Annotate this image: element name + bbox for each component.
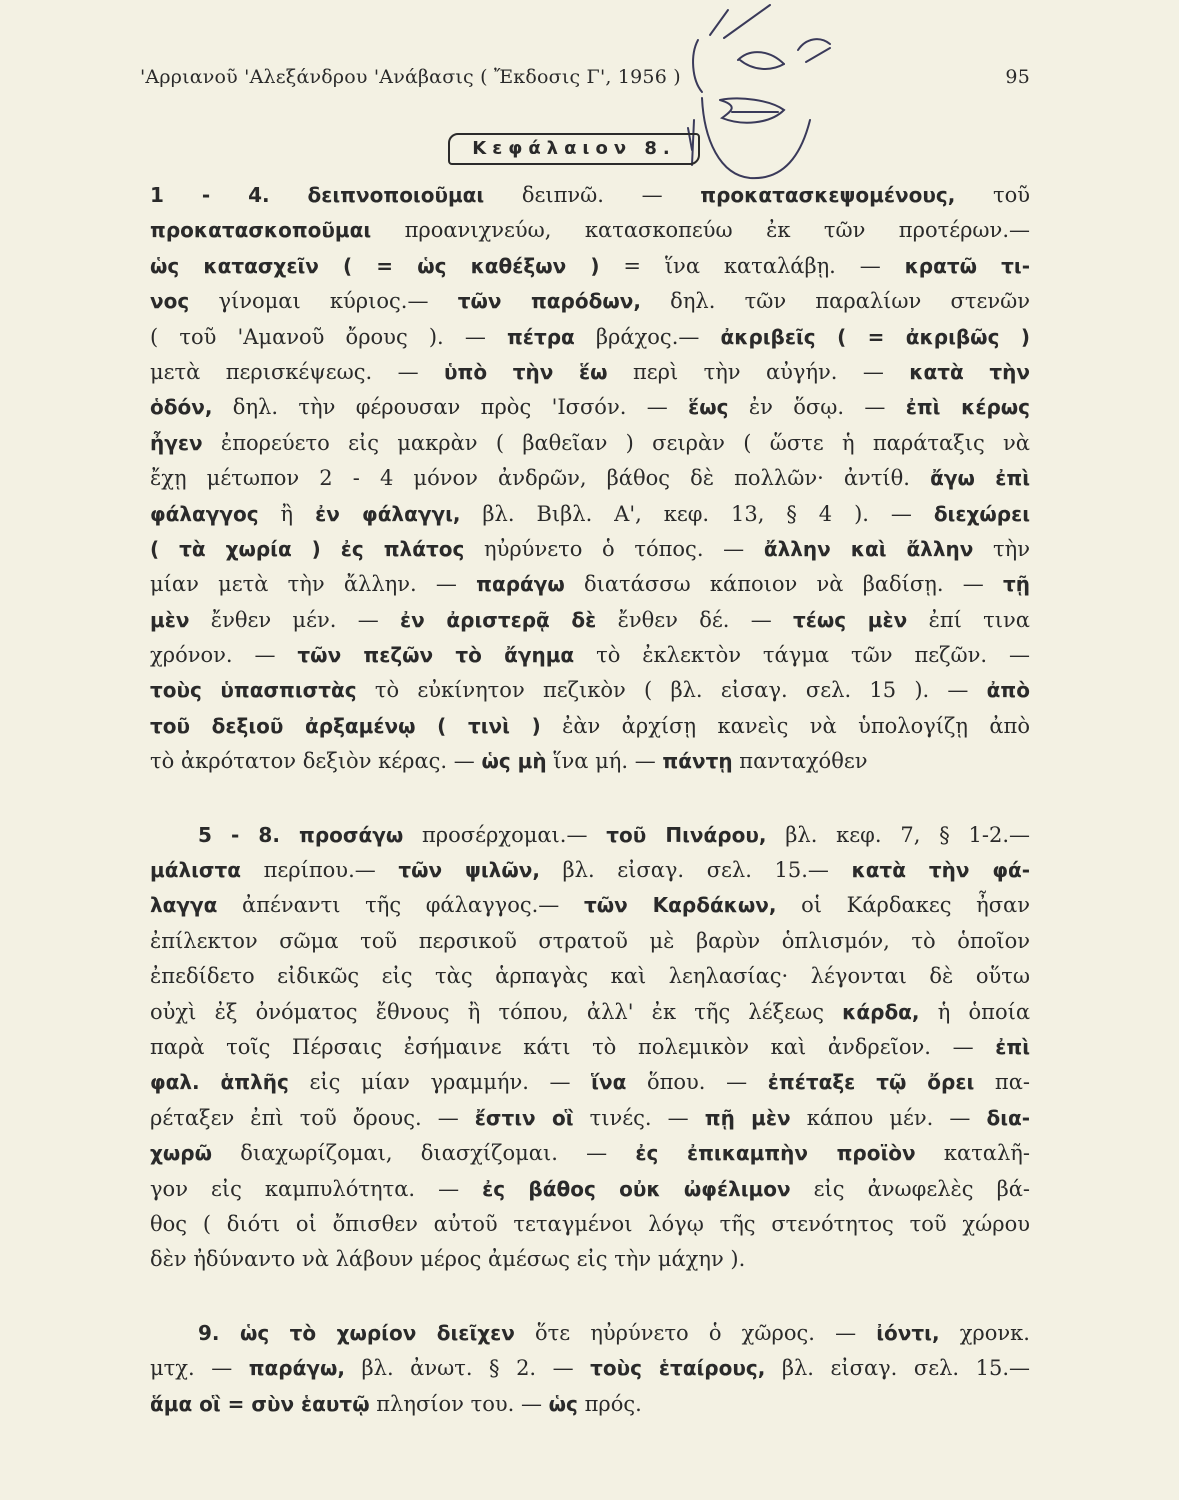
lemma-term: ὁδόν, bbox=[150, 395, 213, 420]
lemma-term: τῶν Καρδάκων, bbox=[583, 893, 777, 918]
gloss-text: χρόνον. — bbox=[150, 643, 298, 668]
gloss-text: τὸ εὐκίνητον πεζικὸν ( βλ. εἰσαγ. σελ. 15 ). — bbox=[356, 678, 987, 703]
gloss-text: διατάσσω κάποιον νὰ βαδίσῃ. — bbox=[564, 572, 1003, 597]
lemma-term: προκατασκεψομένους, bbox=[700, 183, 956, 207]
handwritten-annotation bbox=[680, 0, 880, 200]
gloss-text: προσέρχομαι.— bbox=[403, 822, 607, 847]
pen-stroke bbox=[702, 98, 810, 178]
lemma-term: ἐπὶ κέρως bbox=[905, 395, 1031, 420]
gloss-text: ἔνθεν δέ. — bbox=[596, 607, 794, 632]
lemma-term: ὡς κατασχεῖν ( = ὡς καθέξων ) bbox=[150, 253, 600, 278]
lemma-term: ἐπὶ bbox=[995, 1034, 1030, 1059]
text-line bbox=[150, 567, 1030, 602]
gloss-text: βλ. ἀνωτ. § 2. — bbox=[344, 1356, 591, 1381]
lemma-term: δια- bbox=[986, 1105, 1031, 1130]
lemma-term: κατὰ τὴν φά- bbox=[851, 858, 1031, 883]
gloss-text: ρέταξεν ἐπὶ τοῦ ὄρους. — bbox=[150, 1105, 475, 1130]
gloss-text: = ἵνα καταλάβῃ. — bbox=[599, 253, 905, 278]
lemma-term: διεχώρει bbox=[933, 501, 1031, 526]
text-line bbox=[150, 532, 1030, 567]
gloss-text: μετὰ περισκέψεως. — bbox=[150, 359, 444, 384]
pen-stroke bbox=[798, 39, 830, 50]
commentary-paragraph bbox=[150, 818, 1030, 1278]
lemma-term: παράγω, bbox=[248, 1356, 345, 1381]
gloss-text: ἡ ὁποία bbox=[919, 999, 1031, 1024]
lemma-term: τῶν πεζῶν τὸ ἄγημα bbox=[297, 643, 575, 668]
lemma-term: ἀπὸ bbox=[986, 678, 1030, 703]
lemma-term: λαγγα bbox=[150, 893, 218, 918]
gloss-text: εἰς ἀνωφελὲς βά- bbox=[790, 1176, 1031, 1201]
page-number: 95 bbox=[1005, 66, 1030, 88]
text-line bbox=[150, 497, 1030, 532]
gloss-text: ( τοῦ 'Αμανοῦ ὄρους ). — bbox=[150, 324, 507, 349]
gloss-text: ἐὰν ἀρχίσῃ κανεὶς νὰ ὑπολογίζῃ ἀπὸ bbox=[540, 713, 1030, 738]
lemma-term: ἄλλην καὶ ἄλλην bbox=[763, 536, 974, 561]
text-line bbox=[150, 924, 1030, 959]
running-head bbox=[140, 66, 1030, 96]
gloss-text: πανταχόθεν bbox=[732, 749, 868, 774]
gloss-text: καταλῆ- bbox=[915, 1141, 1030, 1166]
lemma-term: τοὺς ἑταίρους, bbox=[590, 1356, 766, 1381]
paragraph-gap bbox=[150, 780, 1030, 818]
lemma-term: κάρδα, bbox=[842, 999, 920, 1024]
pen-stroke bbox=[720, 98, 784, 122]
text-line bbox=[150, 178, 1030, 213]
gloss-text: οὐχὶ ἐξ ὀνόματος ἔθνους ἢ τόπου, ἀλλ' ἐκ τῆς λέξεως bbox=[150, 999, 843, 1024]
text-line bbox=[150, 213, 1030, 248]
gloss-text: διαχωρίζομαι, διασχίζομαι. — bbox=[211, 1141, 636, 1166]
gloss-text: εἰς μίαν γραμμήν. — bbox=[288, 1070, 592, 1095]
gloss-text: ὅπου. — bbox=[626, 1070, 768, 1095]
lemma-term: μάλιστα bbox=[150, 858, 241, 883]
commentary-text bbox=[150, 178, 1030, 1422]
text-line bbox=[150, 959, 1030, 994]
text-line bbox=[150, 461, 1030, 496]
gloss-text: ἐπορεύετο εἰς μακρὰν ( βαθεῖαν ) σειρὰν ( ὥστε ἡ παράταξις νὰ bbox=[202, 430, 1030, 455]
commentary-paragraph bbox=[150, 178, 1030, 780]
text-line bbox=[150, 1387, 1030, 1422]
lemma-term: ἐς βάθος οὐκ ὠφέλιμον bbox=[482, 1176, 791, 1201]
lemma-term: ὡς μὴ bbox=[481, 749, 547, 774]
gloss-text: ἐπίλεκτον σῶμα τοῦ περσικοῦ στρατοῦ μὲ βαρὺν ὁπλισμόν, τὸ ὁποῖον bbox=[150, 928, 1030, 953]
lemma-term: ἵνα bbox=[591, 1070, 627, 1095]
gloss-text: ἐπεδίδετο εἰδικῶς εἰς τὰς ἁρπαγὰς καὶ λεηλασίας· λέγονται δὲ οὕτω bbox=[150, 964, 1030, 989]
lemma-term: τῇ bbox=[1002, 572, 1030, 597]
lemma-term: μὲν bbox=[150, 607, 190, 632]
gloss-text: ὅτε ηὐρύνετο ὁ χῶρος. — bbox=[514, 1320, 877, 1345]
lemma-term: ὡς bbox=[548, 1391, 578, 1416]
gloss-text: τὴν bbox=[973, 536, 1031, 561]
gloss-text: τινές. — bbox=[573, 1105, 705, 1130]
pen-stroke bbox=[806, 48, 830, 62]
text-line bbox=[150, 995, 1030, 1030]
lemma-term: πέτρα bbox=[506, 324, 575, 349]
lemma-term: 5 - 8. προσάγω bbox=[198, 822, 404, 847]
text-line bbox=[150, 390, 1030, 425]
text-line bbox=[150, 673, 1030, 708]
gloss-text: τοῦ bbox=[955, 183, 1030, 207]
gloss-text: κάπου μέν. — bbox=[790, 1105, 987, 1130]
gloss-text: δηλ. τῶν παραλίων στενῶν bbox=[640, 289, 1030, 314]
lemma-term: ἀκριβεῖς ( = ἀκριβῶς ) bbox=[720, 324, 1030, 349]
text-line bbox=[150, 1316, 1030, 1351]
text-line bbox=[150, 603, 1030, 638]
pen-stroke bbox=[738, 52, 784, 64]
lemma-term: τοὺς ὑπασπιστὰς bbox=[150, 678, 357, 703]
text-line bbox=[150, 1030, 1030, 1065]
lemma-term: ἰόντι, bbox=[876, 1320, 940, 1345]
chapter-heading: Κεφάλαιον 8. bbox=[448, 133, 700, 165]
lemma-term: τῶν ψιλῶν, bbox=[398, 858, 540, 883]
text-line bbox=[150, 284, 1030, 319]
text-line bbox=[150, 1351, 1030, 1386]
gloss-text: περὶ τὴν αὐγήν. — bbox=[607, 359, 910, 384]
lemma-term: τοῦ Πινάρου, bbox=[606, 822, 767, 847]
text-line bbox=[150, 709, 1030, 744]
gloss-text: θος ( διότι οἱ ὄπισθεν αὐτοῦ τεταγμένοι λόγῳ τῆς στενότητος τοῦ χώρου bbox=[150, 1211, 1030, 1236]
gloss-text: μτχ. — bbox=[150, 1356, 249, 1381]
gloss-text: πλησίον του. — bbox=[369, 1391, 549, 1416]
text-line bbox=[150, 249, 1030, 284]
gloss-text: παρὰ τοῖς Πέρσαις ἐσήμαινε κάτι τὸ πολεμικὸν καὶ ἀνδρεῖον. — bbox=[150, 1034, 996, 1059]
running-head-title: 'Αρριανοῦ 'Αλεξάνδρου 'Ανάβασις ( Ἔκδοσις Γ', 1956 ) bbox=[140, 66, 681, 88]
gloss-text: βλ. κεφ. 7, § 1-2.— bbox=[766, 822, 1030, 847]
gloss-text: δηλ. τὴν φέρουσαν πρὸς 'Ισσόν. — bbox=[212, 395, 689, 420]
gloss-text: δὲν ἠδύναντο νὰ λάβουν μέρος ἀμέσως εἰς τὴν μάχην ). bbox=[150, 1247, 746, 1272]
lemma-term: ἐν φάλαγγι, bbox=[315, 501, 461, 526]
gloss-text: βλ. εἰσαγ. σελ. 15.— bbox=[539, 858, 852, 883]
lemma-term: χωρῶ bbox=[150, 1141, 212, 1166]
text-line bbox=[150, 744, 1030, 779]
paragraph-gap bbox=[150, 1278, 1030, 1316]
gloss-text: τὸ ἐκλεκτὸν τάγμα τῶν πεζῶν. — bbox=[574, 643, 1030, 668]
lemma-term: ὑπὸ τὴν ἕω bbox=[444, 359, 608, 384]
lemma-term: κατὰ τὴν bbox=[909, 359, 1031, 384]
gloss-text: βράχος.— bbox=[574, 324, 721, 349]
lemma-term: ἄγω ἐπὶ bbox=[930, 466, 1031, 491]
lemma-term: προκατασκοποῦμαι bbox=[150, 218, 372, 243]
text-line bbox=[150, 426, 1030, 461]
lemma-term: τέως μὲν bbox=[793, 607, 908, 632]
gloss-text: ἐν ὅσῳ. — bbox=[728, 395, 906, 420]
lemma-term: ἐς ἐπικαμπὴν προϊὸν bbox=[635, 1141, 916, 1166]
gloss-text: δειπνῶ. — bbox=[484, 183, 701, 207]
gloss-text: γον εἰς καμπυλότητα. — bbox=[150, 1176, 483, 1201]
gloss-text: χρονκ. bbox=[939, 1320, 1030, 1345]
text-line bbox=[150, 1101, 1030, 1136]
lemma-term: ἦγεν bbox=[150, 430, 203, 455]
gloss-text: οἱ Κάρδακες ἦσαν bbox=[776, 893, 1030, 918]
gloss-text: πρός. bbox=[577, 1391, 642, 1416]
gloss-text: προανιχνεύω, κατασκοπεύω ἐκ τῶν προτέρων.— bbox=[371, 218, 1030, 243]
lemma-term: ἕως bbox=[688, 395, 729, 420]
lemma-term: τοῦ δεξιοῦ ἀρξαμένῳ ( τινὶ ) bbox=[150, 713, 541, 738]
text-line bbox=[150, 1136, 1030, 1171]
lemma-term: ἅμα οἳ = σὺν ἑαυτῷ bbox=[150, 1391, 370, 1416]
text-line bbox=[150, 853, 1030, 888]
gloss-text: περίπου.— bbox=[241, 858, 399, 883]
gloss-text: ἔχῃ μέτωπον 2 - 4 μόνον ἀνδρῶν, βάθος δὲ πολλῶν· ἀντίθ. bbox=[150, 466, 931, 491]
gloss-text: βλ. εἰσαγ. σελ. 15.— bbox=[765, 1356, 1031, 1381]
gloss-text: ἔνθεν μέν. — bbox=[189, 607, 401, 632]
gloss-text: ἐπί τινα bbox=[907, 607, 1030, 632]
commentary-paragraph bbox=[150, 1316, 1030, 1422]
text-line bbox=[150, 1242, 1030, 1277]
lemma-term: ἐν ἀριστερᾷ δὲ bbox=[400, 607, 597, 632]
gloss-text: ηὐρύνετο ὁ τόπος. — bbox=[464, 536, 764, 561]
gloss-text: γίνομαι κύριος.— bbox=[189, 289, 458, 314]
gloss-text: τὸ ἀκρότατον δεξιὸν κέρας. — bbox=[150, 749, 482, 774]
gloss-text: βλ. Βιβλ. Α', κεφ. 13, § 4 ). — bbox=[460, 501, 934, 526]
lemma-term: φαλ. ἁπλῆς bbox=[150, 1070, 289, 1095]
lemma-term: ἐπέταξε τῷ ὄρει bbox=[767, 1070, 975, 1095]
gloss-text: μίαν μετὰ τὴν ἄλλην. — bbox=[150, 572, 477, 597]
pen-stroke bbox=[710, 10, 728, 35]
lemma-term: ( τὰ χωρία ) ἐς πλάτος bbox=[150, 536, 465, 561]
text-line bbox=[150, 355, 1030, 390]
text-line bbox=[150, 818, 1030, 853]
pen-stroke bbox=[693, 40, 702, 92]
lemma-term: φάλαγγος bbox=[150, 501, 259, 526]
lemma-term: παράγω bbox=[476, 572, 565, 597]
lemma-term: πάντῃ bbox=[662, 749, 733, 774]
text-line bbox=[150, 1172, 1030, 1207]
lemma-term: 9. ὡς τὸ χωρίον διεῖχεν bbox=[198, 1320, 515, 1345]
lemma-term: κρατῶ τι- bbox=[904, 253, 1030, 278]
gloss-text: ἢ bbox=[258, 501, 316, 526]
lemma-term: νος bbox=[150, 289, 190, 314]
text-line bbox=[150, 888, 1030, 923]
lemma-term: πῇ μὲν bbox=[704, 1105, 791, 1130]
gloss-text: ἀπέναντι τῆς φάλαγγος.— bbox=[217, 893, 584, 918]
pen-stroke bbox=[740, 60, 784, 69]
lemma-term: 1 - 4. δειπνοποιοῦμαι bbox=[150, 183, 485, 207]
gloss-text: πα- bbox=[974, 1070, 1030, 1095]
pen-stroke bbox=[724, 5, 770, 38]
lemma-term: τῶν παρόδων, bbox=[457, 289, 641, 314]
text-line bbox=[150, 1207, 1030, 1242]
text-line bbox=[150, 638, 1030, 673]
gloss-text: ἵνα μή. — bbox=[546, 749, 663, 774]
lemma-term: ἔστιν οἳ bbox=[474, 1105, 574, 1130]
text-line bbox=[150, 320, 1030, 355]
text-line bbox=[150, 1065, 1030, 1100]
